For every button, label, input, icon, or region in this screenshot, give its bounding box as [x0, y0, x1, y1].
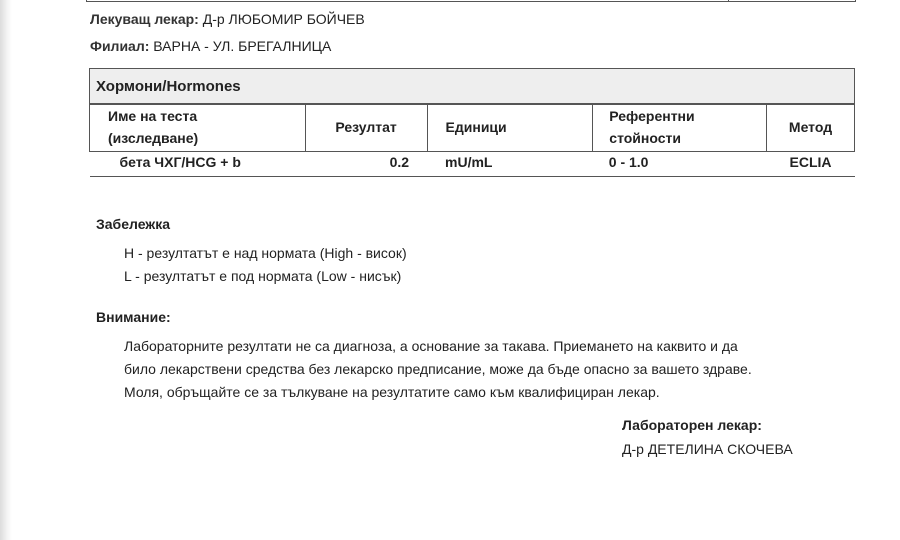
column-header-reference: [593, 103, 767, 151]
lab-doctor-name: Д-р ДЕТЕЛИНА СКОЧЕВА: [622, 441, 793, 457]
results-table: [89, 103, 855, 177]
column-header-units: [427, 103, 593, 151]
column-header-units-label: Единици: [445, 118, 507, 135]
column-header-test-name: [90, 103, 306, 151]
treating-physician-label: Лекуващ лекар:: [90, 11, 199, 27]
cell-test-name: бета ЧХГ/HCG + b: [90, 151, 306, 176]
table-row: [90, 151, 855, 176]
column-header-result-label: Резултат: [335, 118, 397, 135]
column-header-result: [305, 103, 427, 151]
previous-table-divider: [728, 0, 729, 2]
warning-text: [124, 335, 864, 404]
table-header-row: [90, 103, 855, 151]
branch-value: ВАРНА - УЛ. БРЕГАЛНИЦА: [153, 38, 332, 54]
column-header-reference-line1: Референтни: [609, 107, 695, 124]
note-line-low: L - резултатът е под нормата (Low - нисък): [124, 268, 402, 284]
cell-result: 0.2: [305, 151, 427, 176]
hormones-section-header: [89, 68, 855, 105]
treating-physician-line: [90, 11, 365, 27]
note-title: Забележка: [96, 216, 171, 232]
column-header-test-name-line2: (изследване): [108, 129, 199, 146]
column-header-test-name-line1: Име на теста: [108, 107, 198, 124]
lab-doctor-label: Лабораторен лекар:: [622, 417, 762, 433]
branch-label: Филиал:: [90, 38, 150, 54]
cell-units: mU/mL: [427, 151, 593, 176]
warning-line-3: Моля, обръщайте се за тълкуване на резултатите само към квалифициран лекар.: [124, 384, 660, 400]
column-header-method: [767, 103, 855, 151]
cell-reference: 0 - 1.0: [593, 151, 767, 176]
previous-table-bottom-edge: [86, 0, 856, 2]
section-title: Хормони/Hormones: [90, 69, 854, 104]
warning-line-2: било лекарствени средства без лекарско предписание, може да бъде опасно за вашето здраве.: [124, 361, 752, 377]
treating-physician-value: Д-р ЛЮБОМИР БОЙЧЕВ: [202, 11, 365, 27]
column-header-reference-line2: стойности: [609, 129, 681, 146]
warning-title: Внимание:: [96, 309, 171, 325]
column-header-method-label: Метод: [788, 118, 833, 135]
warning-line-1: Лабораторните резултати не са диагноза, а основание за такава. Приемането на каквито и да: [124, 338, 738, 354]
note-line-high: H - резултатът е над нормата (High - висок): [124, 245, 407, 261]
branch-line: [90, 38, 331, 54]
cell-method: ECLIA: [767, 151, 855, 176]
page-edge-shadow: [0, 0, 12, 540]
